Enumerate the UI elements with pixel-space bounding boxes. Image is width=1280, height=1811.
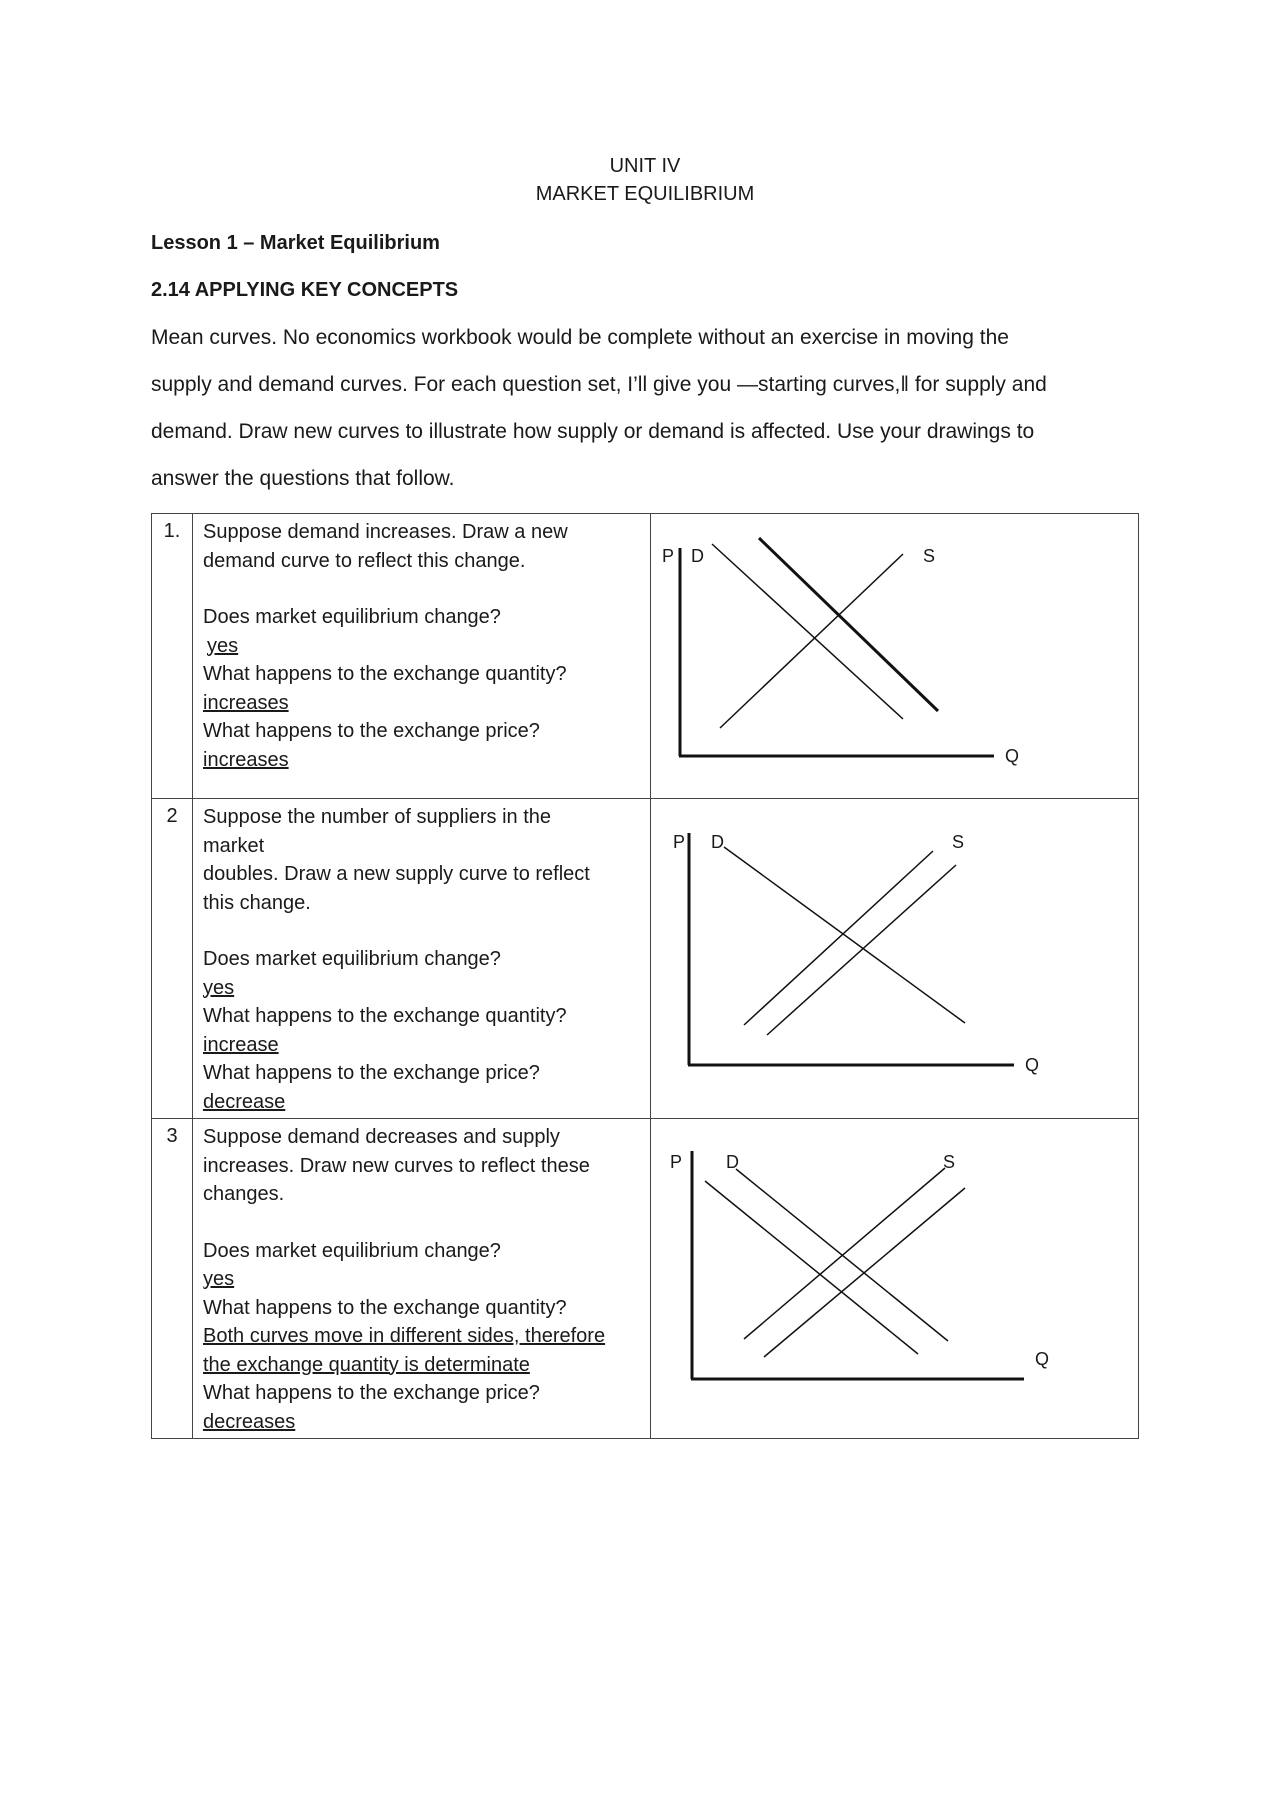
quantity-question: What happens to the exchange quantity? <box>203 663 567 685</box>
quantity-axis-label: Q <box>1005 746 1020 766</box>
graph-cell-1 <box>651 514 1139 799</box>
equilibrium-answer: yes <box>203 1268 235 1290</box>
price-axis-label: P <box>670 1152 683 1172</box>
price-answer: increases <box>203 748 289 771</box>
prompt-line: demand curve to reflect this change. <box>203 549 526 572</box>
price-question: What happens to the exchange price? <box>203 1062 540 1084</box>
supply-curve-new <box>767 865 956 1035</box>
supply-demand-graph-2 <box>651 799 1139 1112</box>
question-row-3 <box>152 1119 1139 1439</box>
prompt-line: Suppose demand increases. Draw a new <box>203 521 568 543</box>
question-text-1 <box>193 514 651 799</box>
question-text-2 <box>193 799 651 1119</box>
unit-title: UNIT IV <box>609 155 681 177</box>
page-title: MARKET EQUILIBRIUM <box>535 183 755 205</box>
intro-line: demand. Draw new curves to illustrate how supply or demand is affected. Use your drawings to <box>151 420 1035 443</box>
prompt-line: increases. Draw new curves to reflect these <box>203 1154 590 1177</box>
intro-line: supply and demand curves. For each question set, I’ll give you ―starting curves,‖ for supply and <box>151 373 1047 396</box>
demand-curve <box>724 847 965 1023</box>
quantity-answer: the exchange quantity is determinate <box>203 1353 530 1376</box>
supply-label: S <box>923 546 936 566</box>
quantity-answer: Both curves move in different sides, therefore <box>203 1325 606 1347</box>
quantity-answer: increases <box>203 691 289 714</box>
price-answer: decreases <box>203 1410 296 1433</box>
price-axis-label: P <box>662 546 675 566</box>
prompt-line: this change. <box>203 891 311 914</box>
question-number: 3 <box>152 1119 193 1439</box>
graph-cell-2 <box>651 799 1139 1119</box>
quantity-axis-label: Q <box>1025 1055 1040 1075</box>
demand-curve-new <box>759 538 938 711</box>
demand-label: D <box>726 1152 739 1172</box>
quantity-answer: increase <box>203 1033 279 1056</box>
prompt-line: Suppose demand decreases and supply <box>203 1126 560 1148</box>
supply-curve-original <box>744 851 933 1025</box>
equilibrium-answer: yes <box>203 976 235 999</box>
prompt-line: market <box>203 834 265 857</box>
demand-label: D <box>711 832 724 852</box>
prompt-line: Suppose the number of suppliers in the <box>203 806 551 828</box>
prompt-line: doubles. Draw a new supply curve to reflect <box>203 863 590 885</box>
questions-table <box>151 513 1139 1439</box>
lesson-heading: Lesson 1 – Market Equilibrium <box>151 232 440 254</box>
price-question: What happens to the exchange price? <box>203 720 540 742</box>
question-text-3 <box>193 1119 651 1439</box>
graph-cell-3 <box>651 1119 1139 1439</box>
price-axis-label: P <box>673 832 686 852</box>
supply-label: S <box>952 832 965 852</box>
quantity-question: What happens to the exchange quantity? <box>203 1296 567 1319</box>
intro-line: answer the questions that follow. <box>151 467 455 490</box>
question-row-1 <box>152 514 1139 799</box>
supply-curve-new <box>764 1188 965 1357</box>
supply-demand-graph-1 <box>651 514 1139 798</box>
demand-curve-original <box>712 544 903 719</box>
price-answer: decrease <box>203 1090 286 1113</box>
equilibrium-answer: yes <box>207 634 239 657</box>
supply-demand-graph-3 <box>651 1119 1139 1432</box>
equilibrium-question: Does market equilibrium change? <box>203 1239 501 1262</box>
quantity-question: What happens to the exchange quantity? <box>203 1005 567 1027</box>
demand-curve-new <box>705 1181 918 1354</box>
question-number: 2 <box>152 799 193 1119</box>
demand-label: D <box>691 546 704 566</box>
supply-label: S <box>943 1152 956 1172</box>
equilibrium-question: Does market equilibrium change? <box>203 948 501 970</box>
intro-line: Mean curves. No economics workbook would be complete without an exercise in moving the <box>151 326 1009 349</box>
question-row-2 <box>152 799 1139 1119</box>
question-number: 1. <box>152 514 193 799</box>
prompt-line: changes. <box>203 1183 285 1205</box>
section-heading: 2.14 APPLYING KEY CONCEPTS <box>151 279 459 301</box>
supply-curve <box>720 554 903 728</box>
equilibrium-question: Does market equilibrium change? <box>203 606 501 628</box>
quantity-axis-label: Q <box>1035 1349 1050 1369</box>
price-question: What happens to the exchange price? <box>203 1382 540 1404</box>
